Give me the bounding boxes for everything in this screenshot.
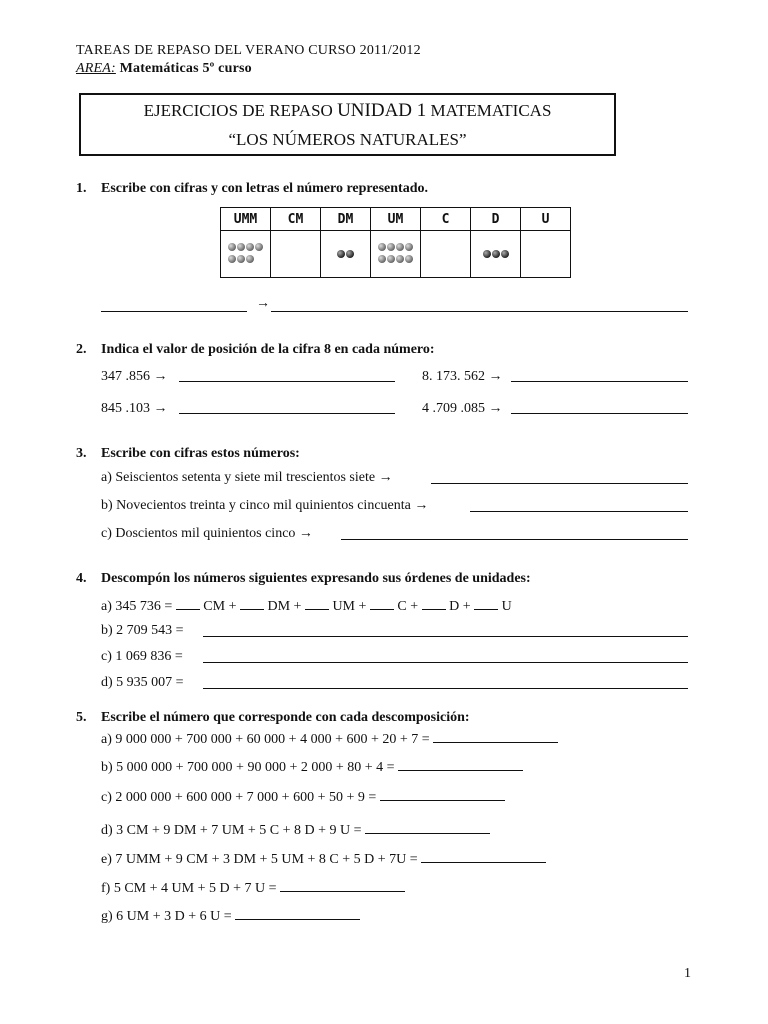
- counter-bead: [346, 250, 354, 258]
- q4-prompt: Descompón los números siguientes expresando sus órdenes de unidades:: [101, 571, 531, 586]
- counter-bead: [255, 243, 263, 251]
- counter-bead: [337, 250, 345, 258]
- q3-prompt: Escribe con cifras estos números:: [101, 446, 300, 461]
- q4-a-blank[interactable]: [240, 596, 264, 610]
- counter-bead: [396, 243, 404, 251]
- q4-a-blank[interactable]: [422, 596, 446, 610]
- q4-a-unit: DM +: [267, 599, 302, 614]
- q1-letters-blank[interactable]: [271, 311, 688, 312]
- q5-item: [101, 849, 546, 868]
- q5-item-text: e) 7 UMM + 9 CM + 3 DM + 5 UM + 8 C + 5 D + 7U =: [101, 852, 418, 867]
- q3-number: 3.: [76, 446, 87, 461]
- counter-bead: [228, 243, 236, 251]
- q5-item-text: g) 6 UM + 3 D + 6 U =: [101, 909, 232, 924]
- q5-prompt: Escribe el número que corresponde con cada descomposición:: [101, 710, 470, 725]
- q5-item-text: d) 3 CM + 9 DM + 7 UM + 5 C + 8 D + 9 U =: [101, 823, 362, 838]
- q5-blank[interactable]: [380, 787, 505, 801]
- q5-number: 5.: [76, 710, 87, 725]
- q5-item-text: f) 5 CM + 4 UM + 5 D + 7 U =: [101, 881, 277, 896]
- q3-item: a) Seiscientos setenta y siete mil trescientos siete →: [101, 470, 393, 485]
- counter-bead: [237, 243, 245, 251]
- q4-blank[interactable]: [203, 636, 688, 637]
- area-value: Matemáticas 5º curso: [119, 61, 252, 76]
- counter-bead: [378, 255, 386, 263]
- q5-blank[interactable]: [280, 878, 405, 892]
- abacus-bead-cell: [421, 231, 471, 278]
- counter-bead: [378, 243, 386, 251]
- title-part3: MATEMATICAS: [426, 101, 552, 120]
- q4-a-unit: U: [501, 599, 512, 614]
- q2-number: 2.: [76, 342, 87, 357]
- q4-blank[interactable]: [203, 688, 688, 689]
- q4-a-label: a) 345 736 =: [101, 599, 173, 614]
- q3-blank[interactable]: [341, 539, 688, 540]
- q5-item: [101, 787, 505, 806]
- counter-bead: [483, 250, 491, 258]
- counter-bead: [405, 243, 413, 251]
- q1-prompt: Escribe con cifras y con letras el número representado.: [101, 181, 429, 196]
- counter-bead: [387, 255, 395, 263]
- header-line: TAREAS DE REPASO DEL VERANO CURSO 2011/2012: [76, 43, 421, 58]
- abacus-header: U: [521, 208, 571, 231]
- counter-bead: [246, 255, 254, 263]
- q4-a-unit: D +: [449, 599, 471, 614]
- counter-bead: [405, 255, 413, 263]
- counter-bead: [501, 250, 509, 258]
- q2-item: 347 .856 →: [101, 369, 168, 384]
- page-number: 1: [684, 966, 691, 981]
- q5-item-text: c) 2 000 000 + 600 000 + 7 000 + 600 + 50 + 9 =: [101, 790, 377, 805]
- q4-a-blank[interactable]: [474, 596, 498, 610]
- area-label: AREA:: [76, 61, 116, 76]
- q4-a-unit: UM +: [332, 599, 367, 614]
- area-line: [76, 61, 252, 77]
- q5-item: [101, 820, 490, 839]
- q2-item: 8. 173. 562 →: [422, 369, 503, 384]
- q2-blank[interactable]: [511, 413, 688, 414]
- q2-item: 4 .709 .085 →: [422, 401, 503, 416]
- q5-item: [101, 757, 523, 776]
- q4-a-unit: CM +: [203, 599, 237, 614]
- q3-item: c) Doscientos mil quinientos cinco →: [101, 526, 313, 541]
- q5-item: [101, 906, 360, 925]
- q5-item-text: a) 9 000 000 + 700 000 + 60 000 + 4 000 + 600 + 20 + 7 =: [101, 732, 430, 747]
- abacus-header: C: [421, 208, 471, 231]
- q2-blank[interactable]: [511, 381, 688, 382]
- q2-item: 845 .103 →: [101, 401, 168, 416]
- abacus-header: CM: [271, 208, 321, 231]
- q5-blank[interactable]: [365, 820, 490, 834]
- q1-number-blank[interactable]: [101, 311, 247, 312]
- title-unit: UNIDAD 1: [337, 100, 427, 121]
- q5-item: [101, 878, 405, 897]
- q5-blank[interactable]: [433, 729, 558, 743]
- q5-blank[interactable]: [235, 906, 360, 920]
- abacus-bead-cell: [221, 231, 271, 278]
- q3-item: b) Novecientos treinta y cinco mil quinientos cincuenta →: [101, 498, 429, 513]
- q5-item-text: b) 5 000 000 + 700 000 + 90 000 + 2 000 + 80 + 4 =: [101, 760, 395, 775]
- abacus-header: UM: [371, 208, 421, 231]
- q2-blank[interactable]: [179, 381, 395, 382]
- q1-number: 1.: [76, 181, 87, 196]
- q4-a-blank[interactable]: [305, 596, 329, 610]
- counter-bead: [228, 255, 236, 263]
- q4-number: 4.: [76, 571, 87, 586]
- q4-blank[interactable]: [203, 662, 688, 663]
- abacus-bead-cell: [321, 231, 371, 278]
- abacus-bead-cell: [271, 231, 321, 278]
- title-box: [79, 93, 616, 156]
- counter-bead: [246, 243, 254, 251]
- q1-arrow: →: [256, 296, 270, 311]
- counter-bead: [492, 250, 500, 258]
- abacus-table: [220, 207, 571, 278]
- q5-blank[interactable]: [398, 757, 523, 771]
- abacus-bead-cell: [371, 231, 421, 278]
- q3-blank[interactable]: [431, 483, 688, 484]
- q4-item: b) 2 709 543 =: [101, 623, 184, 638]
- counter-bead: [396, 255, 404, 263]
- abacus-header: UMM: [221, 208, 271, 231]
- q4-item: c) 1 069 836 =: [101, 649, 183, 664]
- abacus-bead-cell: [521, 231, 571, 278]
- title-subtitle: “LOS NÚMEROS NATURALES”: [228, 130, 467, 149]
- q5-item: [101, 729, 558, 748]
- abacus-bead-cell: [471, 231, 521, 278]
- q3-blank[interactable]: [470, 511, 688, 512]
- q2-prompt: Indica el valor de posición de la cifra 8 en cada número:: [101, 342, 435, 357]
- q4-a-blank[interactable]: [370, 596, 394, 610]
- counter-bead: [237, 255, 245, 263]
- q2-blank[interactable]: [179, 413, 395, 414]
- q4-item-a: [101, 596, 512, 615]
- q4-a-blank[interactable]: [176, 596, 200, 610]
- title-line: [81, 100, 614, 122]
- q5-blank[interactable]: [421, 849, 546, 863]
- counter-bead: [387, 243, 395, 251]
- q4-item: d) 5 935 007 =: [101, 675, 184, 690]
- title-part1: EJERCICIOS DE REPASO: [143, 101, 338, 120]
- q4-a-unit: C +: [397, 599, 419, 614]
- abacus-header: D: [471, 208, 521, 231]
- abacus-header: DM: [321, 208, 371, 231]
